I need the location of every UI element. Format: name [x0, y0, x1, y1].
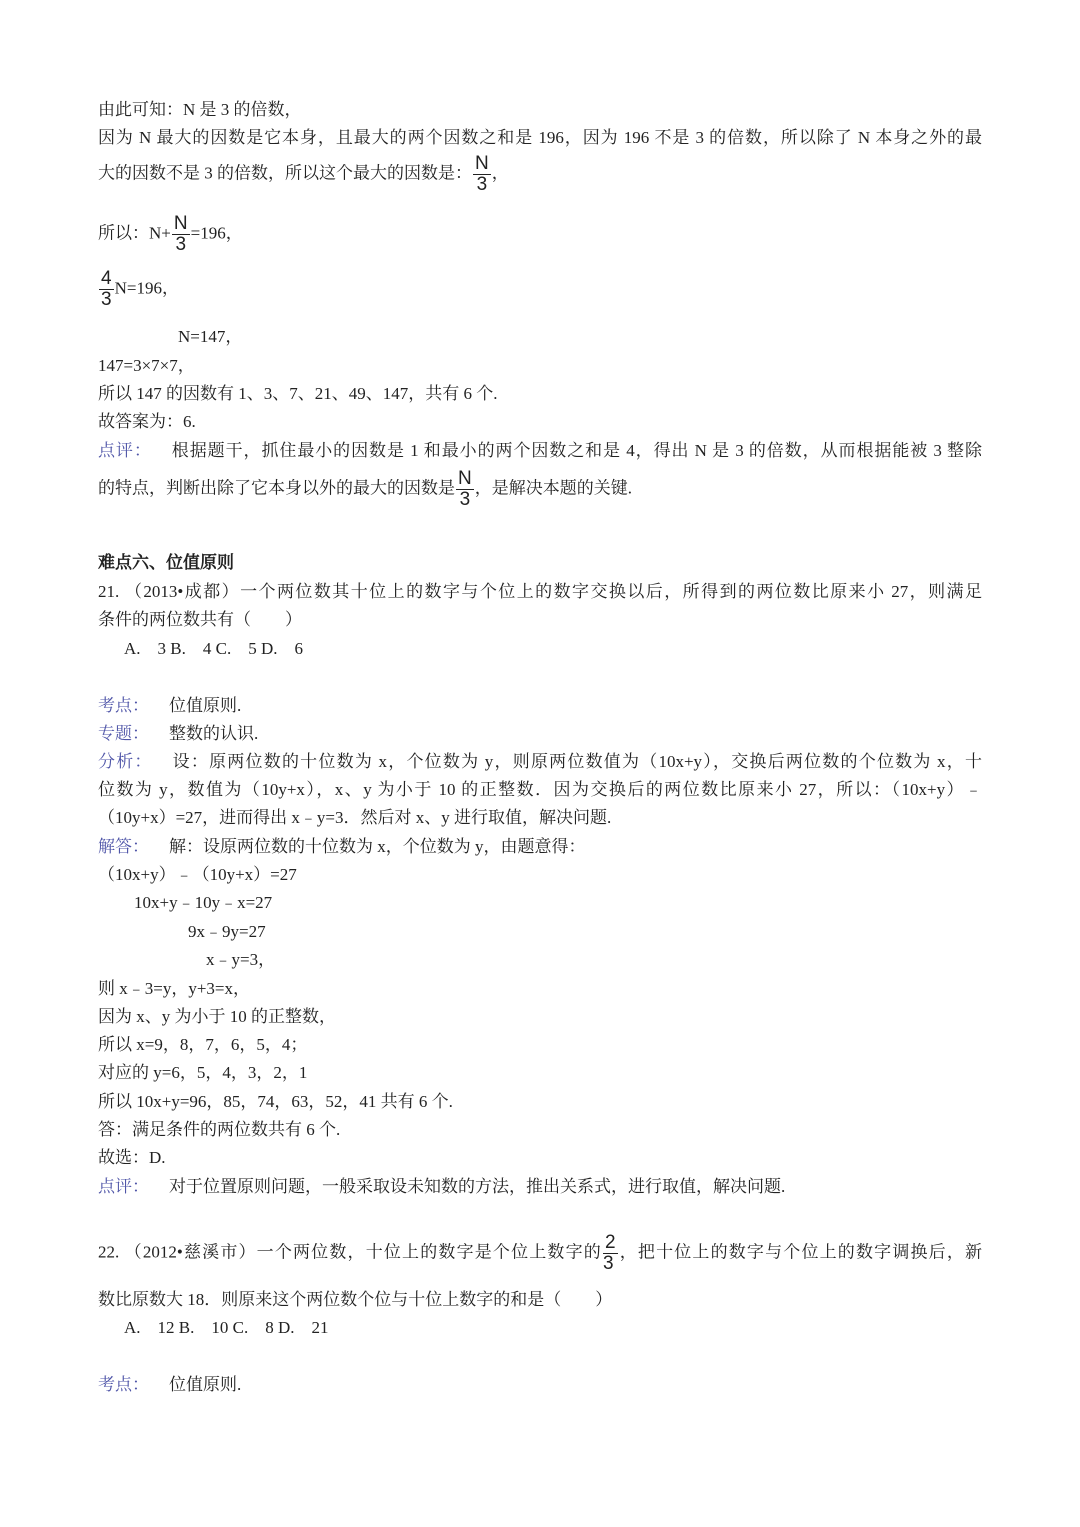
section-heading: 难点六、位值原则 [98, 553, 234, 572]
text-line [98, 610, 302, 630]
text: 根据题干，抓住最小的因数是 1 和最小的两个因数之和是 4，得出 N 是 3 的倍数，从而根据能被 3 整除 [171, 441, 982, 460]
text-line [98, 1290, 612, 1310]
text-line [98, 1007, 336, 1027]
text-line [98, 469, 632, 510]
text: 由此可知：N 是 3 的倍数， [98, 100, 302, 119]
text: N=147， [178, 327, 243, 346]
text-line [206, 950, 275, 970]
text-line [98, 1092, 453, 1112]
text-line [98, 154, 509, 195]
text-line [98, 553, 234, 573]
section-label: 点评： [98, 1177, 149, 1196]
text-line [98, 384, 498, 404]
text-line [98, 865, 297, 885]
section-label: 分析： [98, 752, 153, 771]
text-line [124, 1318, 328, 1338]
text-line [98, 100, 302, 120]
fraction [456, 469, 474, 510]
text: 所以 147 的因数有 1、3、7、21、49、147，共有 6 个. [98, 384, 498, 403]
text: 的特点，判断出除了它本身以外的最大的因数是 [98, 478, 455, 498]
text: 位值原则. [169, 696, 242, 715]
text: 位值原则. [169, 1375, 242, 1394]
text: 10x+y﹣10y﹣x=27 [134, 893, 273, 912]
text: 则 x﹣3=y，y+3=x， [98, 979, 251, 998]
text-line [98, 1233, 982, 1274]
text-line [98, 1375, 241, 1395]
section-label: 解答： [98, 837, 149, 856]
text-line [98, 582, 982, 602]
text-line [134, 893, 272, 913]
text-line [98, 441, 982, 461]
text: 147=3×7×7， [98, 356, 195, 375]
fraction-numerator: N [173, 213, 188, 234]
text-line [98, 128, 982, 148]
text: 整数的认识. [169, 724, 259, 743]
text-line [98, 1148, 166, 1168]
section-label: 考点： [98, 696, 149, 715]
fraction-numerator: 4 [101, 268, 112, 289]
text: 对于位置原则问题，一般采取设未知数的方法，推出关系式，进行取值，解决问题. [169, 1177, 786, 1196]
text: 大的因数不是 3 的倍数，所以这个最大的因数是： [98, 163, 472, 183]
text: 故选：D. [98, 1148, 166, 1167]
fraction-numerator: 2 [604, 1232, 616, 1253]
text: 条件的两位数共有（ ） [98, 610, 302, 629]
text-line [98, 808, 611, 828]
text: A. 3 B. 4 C. 5 D. 6 [124, 639, 303, 658]
text-line [98, 356, 195, 376]
text: 答：满足条件的两位数共有 6 个. [98, 1120, 341, 1139]
text: 因为 N 最大的因数是它本身，且最大的两个因数之和是 196，因为 196 不是 3 的倍数，所以除了 N 本身之外的最 [98, 128, 982, 147]
section-label: 考点： [98, 1375, 149, 1394]
text: 所以 x=9，8，7，6，5，4； [98, 1035, 308, 1054]
fraction-numerator: N [458, 468, 472, 489]
fraction-denominator: 3 [602, 1253, 614, 1274]
text: =196， [190, 223, 243, 243]
fraction-denominator: 3 [175, 234, 187, 255]
fraction-denominator: 3 [459, 489, 471, 510]
fraction-denominator: 3 [101, 289, 112, 310]
text: ，是解决本题的关键. [474, 478, 632, 498]
text-line [124, 639, 303, 659]
fraction [99, 269, 114, 310]
text-line [98, 1063, 307, 1083]
text-line [98, 752, 982, 772]
text-line [178, 327, 242, 347]
text: 设：原两位数的十位数为 x，个位数为 y，则原两位数值为（10x+y），交换后两位数的个位数为 x，十 [172, 752, 982, 771]
text-line [98, 412, 196, 432]
fraction [473, 154, 491, 195]
text: 对应的 y=6，5，4，3，2，1 [98, 1063, 308, 1082]
text-line [98, 1177, 785, 1197]
text-line [98, 724, 258, 744]
text-line [98, 696, 241, 716]
text: ， [491, 163, 509, 183]
text-line [98, 1120, 340, 1140]
text-line [98, 979, 250, 999]
text: 9x﹣9y=27 [188, 922, 266, 941]
text: N=196， [114, 278, 179, 298]
text: 因为 x、y 为小于 10 的正整数， [98, 1007, 336, 1026]
text: （10x+y）﹣（10y+x）=27 [98, 865, 297, 884]
fraction [603, 1233, 618, 1274]
text: （10y+x）=27，进而得出 x﹣y=3．然后对 x、y 进行取值，解决问题. [98, 808, 612, 827]
fraction-denominator: 3 [476, 174, 488, 195]
section-label: 点评： [98, 441, 152, 460]
text: 数比原数大 18．则原来这个两位数个位与十位上数字的和是（ ） [98, 1290, 613, 1309]
fraction [172, 214, 190, 255]
text: 位数为 y，数值为（10y+x），x、y 为小于 10 的正整数．因为交换后的两位数比原来小 27，所以：（10x+y）﹣ [98, 780, 982, 799]
text: 22. （2012•慈溪市）一个两位数，十位上的数字是个位上数字的 [98, 1242, 602, 1262]
fraction-numerator: N [475, 153, 489, 174]
text-line [98, 269, 179, 310]
text: 故答案为：6. [98, 412, 196, 431]
text-line [98, 1035, 307, 1055]
text-line [98, 837, 586, 857]
text: A. 12 B. 10 C. 8 D. 21 [124, 1318, 329, 1337]
text: 所以 10x+y=96，85，74，63，52，41 共有 6 个. [98, 1092, 453, 1111]
text-line [98, 780, 982, 800]
text-line [98, 214, 243, 255]
text-line [188, 922, 266, 942]
section-label: 专题： [98, 724, 149, 743]
text: x﹣y=3， [206, 950, 276, 969]
text: ，把十位上的数字与个位上的数字调换后，新 [618, 1242, 983, 1262]
text: 所以：N+ [98, 223, 171, 243]
text: 解：设原两位数的十位数为 x，个位数为 y，由题意得： [169, 837, 586, 856]
text: 21. （2013•成都）一个两位数其十位上的数字与个位上的数字交换以后，所得到的两位数比原来小 27，则满足 [98, 582, 982, 601]
